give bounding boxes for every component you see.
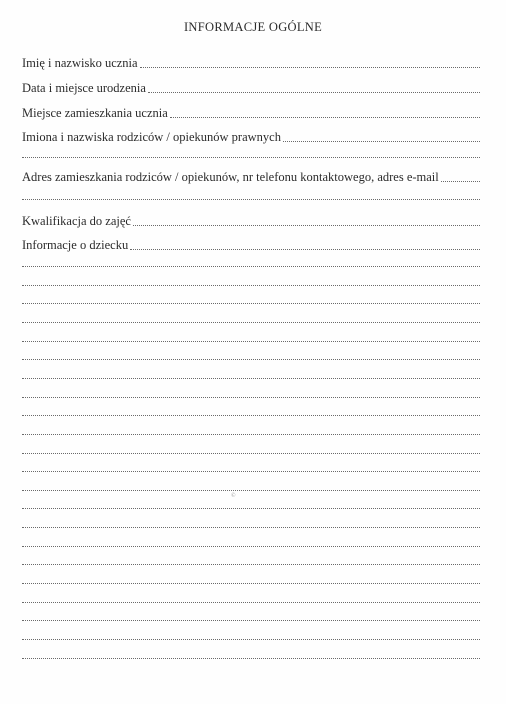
page-title: INFORMACJE OGÓLNE (183, 20, 323, 34)
fill-line[interactable] (170, 116, 480, 118)
fill-line[interactable] (140, 66, 480, 68)
fill-line[interactable] (441, 180, 480, 182)
field-parents-address-contact (22, 170, 480, 184)
fill-line[interactable] (283, 140, 480, 142)
blank-fill-line[interactable] (22, 415, 480, 416)
blank-fill-line[interactable] (22, 453, 480, 454)
blank-fill-line[interactable] (22, 378, 480, 379)
blank-fill-line[interactable] (22, 546, 480, 547)
field-qualification (22, 214, 480, 228)
field-label: Imiona i nazwiska rodziców / opiekunów prawnych (22, 130, 281, 144)
blank-fill-line[interactable] (22, 490, 480, 491)
fill-line[interactable] (130, 248, 480, 250)
blank-fill-line[interactable] (22, 658, 480, 659)
field-label: Data i miejsce urodzenia (22, 81, 146, 95)
blank-fill-line[interactable] (22, 508, 480, 509)
fill-line-continuation[interactable] (22, 157, 480, 158)
fill-line[interactable] (148, 91, 480, 93)
blank-fill-line[interactable] (22, 527, 480, 528)
field-label: Adres zamieszkania rodziców / opiekunów, nr telefonu kontaktowego, adres e-mail (22, 170, 439, 184)
blank-fill-line[interactable] (22, 583, 480, 584)
blank-fill-line[interactable] (22, 602, 480, 603)
blank-fill-line[interactable] (22, 303, 480, 304)
field-label: Miejsce zamieszkania ucznia (22, 106, 168, 120)
field-student-name (22, 56, 480, 70)
blank-fill-line[interactable] (22, 434, 480, 435)
field-birth-date-place (22, 81, 480, 95)
blank-fill-line[interactable] (22, 285, 480, 286)
field-label: Informacje o dziecku (22, 238, 129, 252)
blank-fill-line[interactable] (22, 620, 480, 621)
copyright-mark: © (231, 493, 236, 499)
blank-fill-line[interactable] (22, 397, 480, 398)
field-student-residence (22, 106, 480, 120)
field-parents-names (22, 130, 480, 144)
field-child-info (22, 238, 480, 252)
blank-fill-line[interactable] (22, 322, 480, 323)
fill-line-continuation[interactable] (22, 199, 480, 200)
field-label: Kwalifikacja do zajęć (22, 214, 131, 228)
blank-fill-line[interactable] (22, 639, 480, 640)
fill-line[interactable] (133, 224, 480, 226)
field-label: Imię i nazwisko ucznia (22, 56, 138, 70)
blank-fill-line[interactable] (22, 341, 480, 342)
blank-fill-line[interactable] (22, 471, 480, 472)
blank-fill-line[interactable] (22, 266, 480, 267)
blank-fill-line[interactable] (22, 564, 480, 565)
blank-fill-line[interactable] (22, 359, 480, 360)
